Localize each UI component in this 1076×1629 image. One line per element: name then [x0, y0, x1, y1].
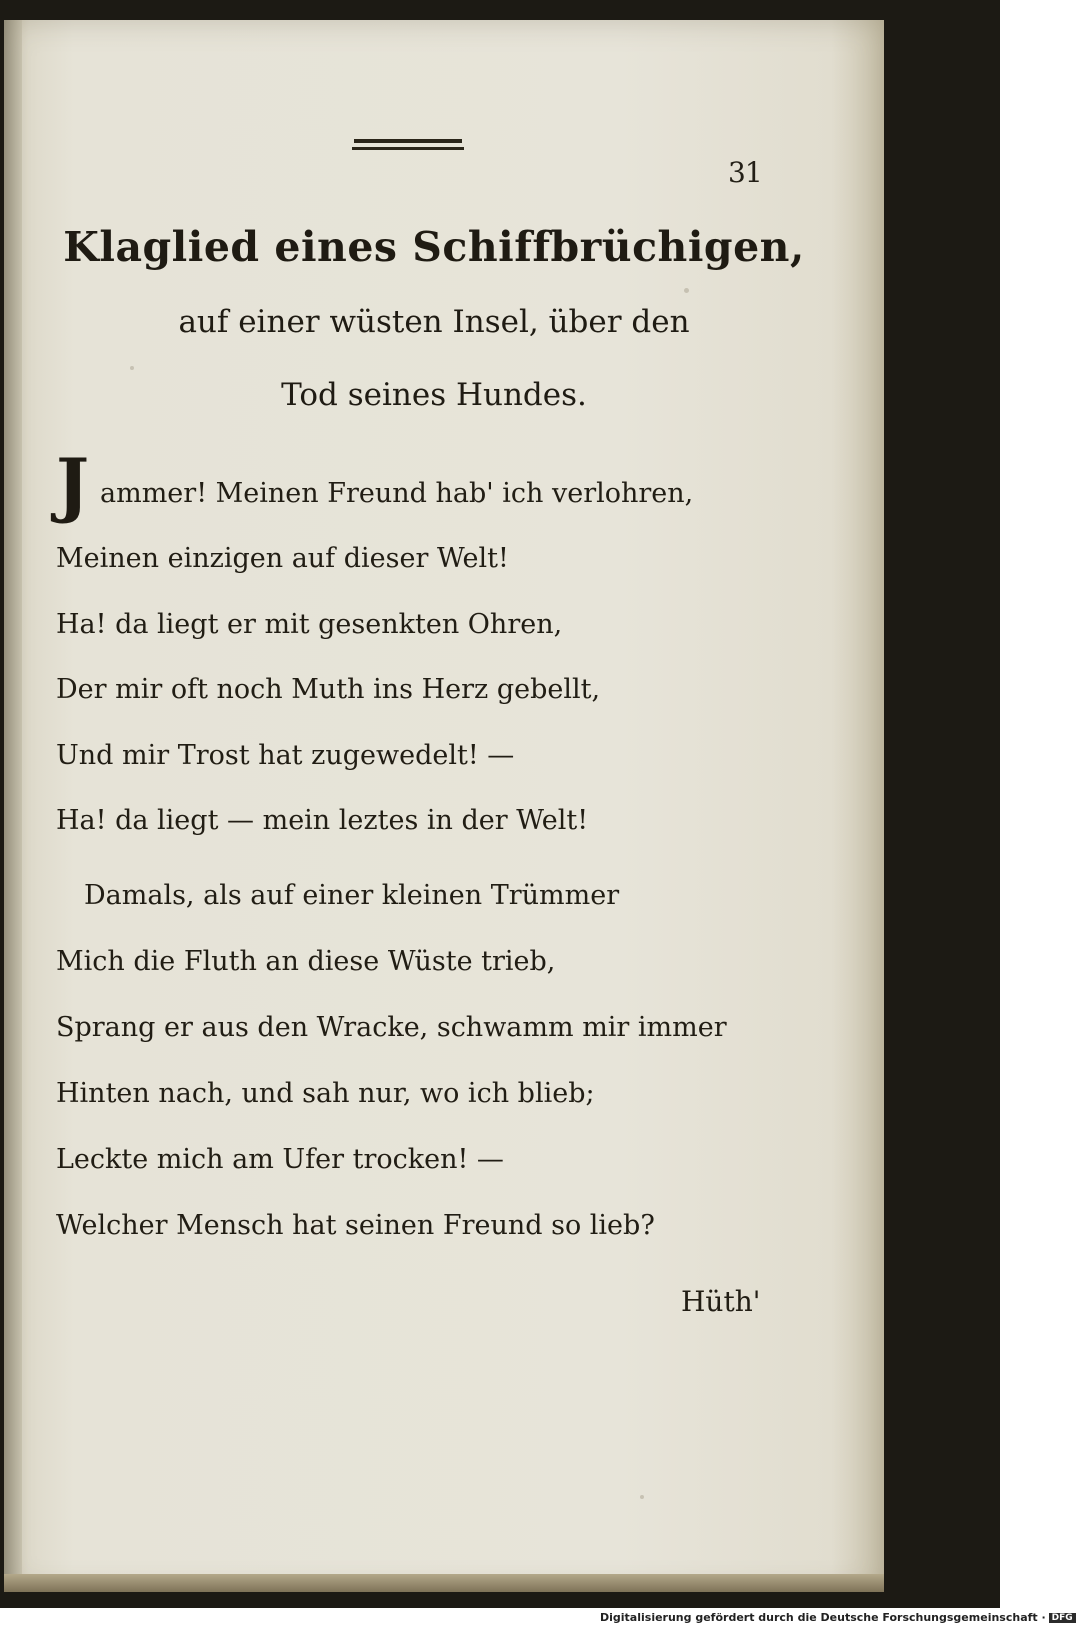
header-ornament-rule [352, 137, 464, 153]
page-bottom-edge [4, 1574, 884, 1592]
credit-text: Digitalisierung gefördert durch die Deutsche Forschungsgemeinschaft · [600, 1611, 1046, 1624]
verse-line-8: Mich die Fluth an diese Wüste trieb, [56, 946, 556, 977]
verse-line-10: Hinten nach, und sah nur, wo ich blieb; [56, 1078, 595, 1109]
page-number: 31 [728, 156, 762, 189]
book-page [4, 20, 884, 1592]
poem-title-line-3: Tod seines Hundes. [281, 377, 587, 413]
catchword: Hüth' [681, 1285, 761, 1318]
paper-spot [640, 1495, 644, 1499]
poem-title-line-1: Klaglied eines Schiffbrüchigen, [63, 223, 805, 271]
ornament-bar-bottom [352, 147, 464, 150]
verse-line-9: Sprang er aus den Wracke, schwamm mir immer [56, 1012, 727, 1043]
ornament-bar-top [354, 139, 462, 143]
paper-spot [684, 288, 689, 293]
drop-capital: J [56, 443, 90, 526]
verse-line-2: Meinen einzigen auf dieser Welt! [56, 543, 509, 574]
dfg-logo-badge: DFG [1049, 1613, 1076, 1623]
verse-line-11: Leckte mich am Ufer trocken! — [56, 1144, 504, 1175]
digitization-credit [600, 1611, 1073, 1627]
verse-line-6: Ha! da liegt — mein leztes in der Welt! [56, 805, 589, 836]
verse-line-4: Der mir oft noch Muth ins Herz gebellt, [56, 674, 601, 705]
verse-line-5: Und mir Trost hat zugewedelt! — [56, 740, 515, 771]
verse-line-3: Ha! da liegt er mit gesenkten Ohren, [56, 609, 563, 640]
verse-line-7: Damals, als auf einer kleinen Trümmer [84, 880, 620, 911]
verse-line-1: ammer! Meinen Freund hab' ich verlohren, [100, 478, 694, 509]
verse-line-12: Welcher Mensch hat seinen Freund so lieb? [56, 1210, 655, 1241]
paper-spot [130, 366, 134, 370]
poem-title-line-2: auf einer wüsten Insel, über den [178, 304, 690, 340]
